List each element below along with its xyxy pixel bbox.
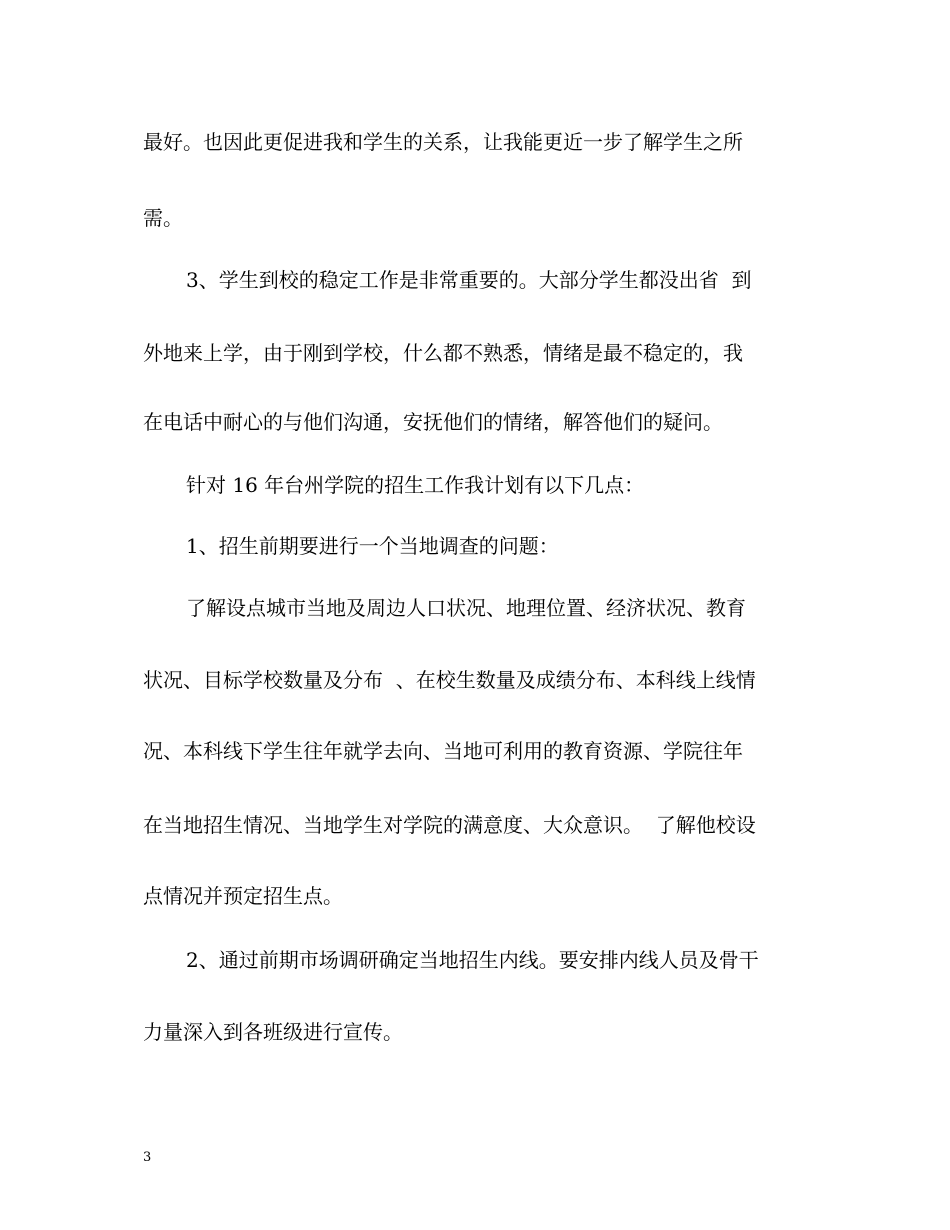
text-line: 力量深入到各班级进行宣传。: [143, 1020, 403, 1044]
paragraph-start-line: 了解设点城市当地及周边人口状况、地理位置、经济状况、教育: [186, 596, 746, 620]
text-line: 况、本科线下学生往年就学去向、当地可利用的教育资源、学院往年: [143, 739, 743, 763]
page-number: 3: [143, 1150, 152, 1165]
paragraph-start-line: 针对 16 年台州学院的招生工作我计划有以下几点：: [186, 473, 645, 497]
paragraph-start-line: 1、招生前期要进行一个当地调查的问题：: [186, 534, 559, 558]
text-line: 最好。也因此更促进我和学生的关系，让我能更近一步了解学生之所: [143, 130, 743, 154]
paragraph-start-line: 2、通过前期市场调研确定当地招生内线。要安排内线人员及骨干: [186, 948, 759, 972]
text-line: 需。: [143, 206, 183, 230]
paragraph-start-line: 3、学生到校的稳定工作是非常重要的。大部分学生都没出省 到: [186, 268, 752, 292]
text-line: 外地来上学，由于刚到学校，什么都不熟悉，情绪是最不稳定的，我: [143, 341, 743, 365]
text-line: 点情况并预定招生点。: [143, 884, 343, 908]
text-line: 在电话中耐心的与他们沟通，安抚他们的情绪，解答他们的疑问。: [143, 410, 723, 434]
text-line: 状况、目标学校数量及分布 、在校生数量及成绩分布、本科线上线情: [143, 668, 756, 692]
text-line: 在当地招生情况、当地学生对学院的满意度、大众意识。 了解他校设: [143, 813, 756, 837]
